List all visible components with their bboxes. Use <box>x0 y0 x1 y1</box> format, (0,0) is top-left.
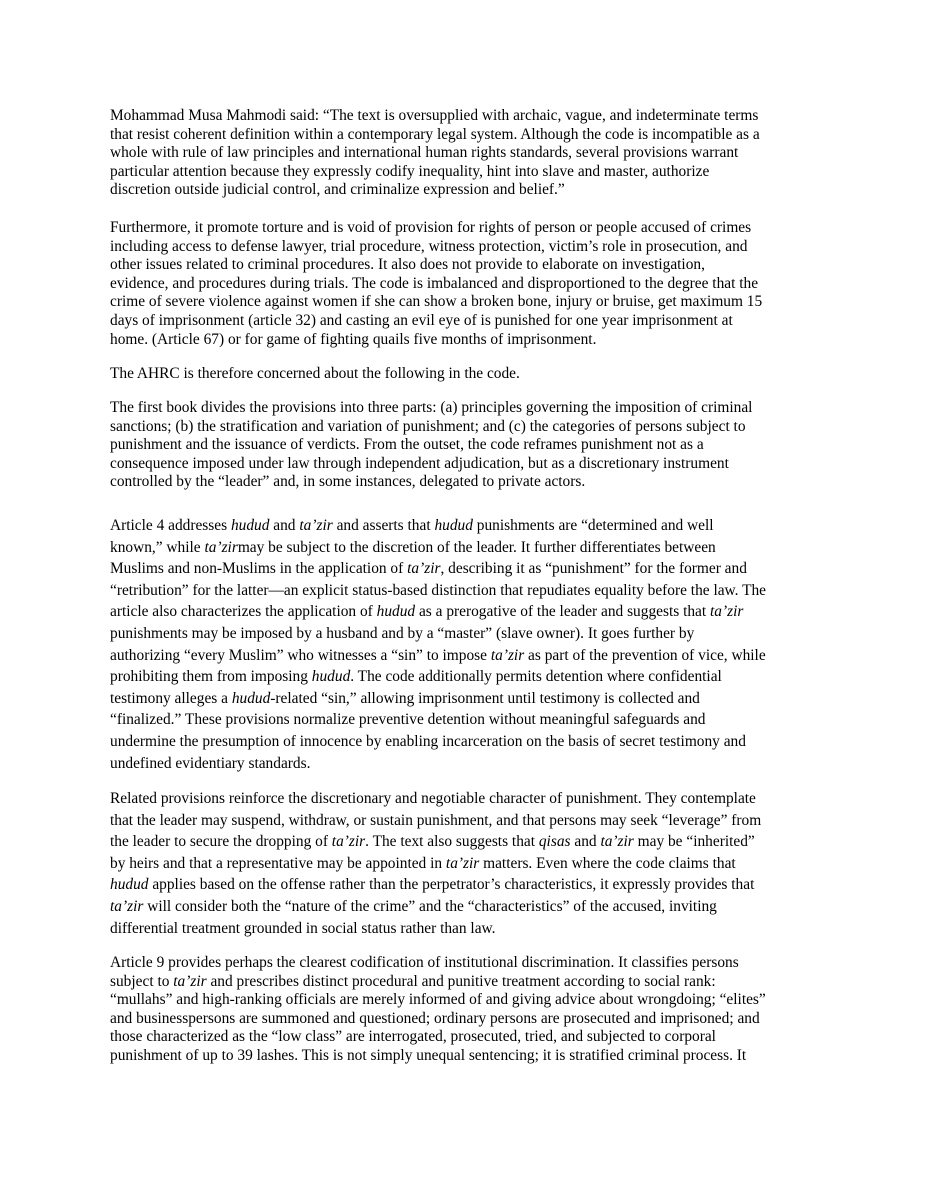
text-line: including access to defense lawyer, trial procedure, witness protection, victim’s role in prosecution, and <box>110 237 748 255</box>
italic-term: hudud <box>434 517 473 534</box>
text-run: the leader to secure the dropping of <box>110 833 332 851</box>
text-run: that the leader may suspend, withdraw, or sustain punishment, and that persons may seek “leverage” from <box>110 811 762 829</box>
text-run: Article 4 addresses <box>110 517 231 534</box>
italic-term: hudud <box>376 603 416 621</box>
text-line: punishment and the issuance of verdicts. From the outset, the code reframes punishment not as a <box>110 436 704 454</box>
text-line <box>110 810 822 832</box>
text-line <box>110 874 822 896</box>
text-run: Article 9 provides perhaps the clearest codification of institutional discrimination. It classifies persons <box>110 954 739 971</box>
text-run: punishments are “determined and well <box>472 517 714 534</box>
text-run: prohibiting them from imposing <box>110 668 312 686</box>
italic-term: ta’zir <box>299 517 333 534</box>
text-line <box>110 537 822 559</box>
italic-term: hudud <box>311 668 351 686</box>
text-line: whole with rule of law principles and international human rights standards, several provisions warrant <box>110 144 739 162</box>
text-run: subject to <box>110 972 174 990</box>
text-line: controlled by the “leader” and, in some instances, delegated to private actors. <box>110 473 586 491</box>
text-run: and asserts that <box>332 517 435 534</box>
text-run: and businesspersons are summoned and questioned; ordinary persons are prosecuted and imprisoned; and <box>110 1009 760 1027</box>
text-run: punishments may be imposed by a husband and by a “master” (slave owner). It goes further by <box>110 624 695 642</box>
italic-term: ta’zir <box>173 972 207 990</box>
paragraph-text <box>110 107 822 200</box>
text-line <box>110 918 822 940</box>
text-line: The AHRC is therefore concerned about the following in the code. <box>110 365 520 382</box>
text-run: and <box>570 833 601 851</box>
text-line <box>110 973 822 992</box>
text-line: consequence imposed under law through independent adjudication, but as a discretionary instrument <box>110 454 729 472</box>
paragraph-first-book <box>110 399 822 492</box>
text-line: home. (Article 67) or for game of fighting quails five months of imprisonment. <box>110 330 597 348</box>
text-line: evidence, and procedures during trials. The code is imbalanced and disproportioned to the degree that the <box>110 274 759 292</box>
text-line: particular attention because they expressly codify inequality, hint into slave and master, authorize <box>110 162 710 180</box>
text-run: undermine the presumption of innocence by enabling incarceration on the basis of secret testimony and <box>110 732 746 750</box>
paragraph-text <box>110 365 822 384</box>
text-line <box>110 1028 822 1047</box>
text-line <box>110 954 822 973</box>
italic-term: hudud <box>230 517 270 534</box>
text-line <box>110 731 822 753</box>
text-line <box>110 896 822 918</box>
text-run: will consider both the “nature of the crime” and the “characteristics” of the accused, inviting <box>143 897 717 915</box>
paragraph-text <box>110 788 822 939</box>
text-line: discretion outside judicial control, and criminalize expression and belief.” <box>110 181 565 199</box>
text-run: , describing it as “punishment” for the former and <box>440 560 747 578</box>
italic-term: ta’zir <box>490 646 525 664</box>
italic-term: ta’zir <box>407 560 441 578</box>
text-run: differential treatment grounded in social status rather than law. <box>110 919 496 937</box>
text-line <box>110 666 822 688</box>
text-line <box>110 688 822 710</box>
paragraph-mahmodi-quote <box>110 107 822 200</box>
text-line <box>110 580 822 602</box>
text-run: may be “inherited” <box>633 833 755 851</box>
italic-term: ta’zir <box>204 538 238 556</box>
italic-term: ta’zir <box>110 897 144 915</box>
text-line <box>110 991 822 1010</box>
text-run: Related provisions reinforce the discretionary and negotiable character of punishment. They contemplate <box>110 790 756 807</box>
text-line: crime of severe violence against women if she can show a broken bone, injury or bruise, get maximum 15 <box>110 293 763 311</box>
text-line <box>110 753 822 775</box>
text-line: that resist coherent definition within a contemporary legal system. Although the code is incompatible as a <box>110 125 760 143</box>
text-run: testimony alleges a <box>110 689 232 707</box>
text-run: applies based on the offense rather than the perpetrator’s characteristics, it expressly provides that <box>148 876 755 894</box>
italic-term: ta’zir <box>600 833 634 851</box>
paragraph-article-4 <box>110 515 822 774</box>
paragraph-text <box>110 515 822 774</box>
text-run: -related “sin,” allowing imprisonment until testimony is collected and <box>270 689 700 707</box>
text-line <box>110 601 822 623</box>
text-run: as a prerogative of the leader and suggests that <box>415 603 711 621</box>
italic-term: ta’zir <box>445 854 480 872</box>
text-run: . The text also suggests that <box>365 833 539 851</box>
paragraph-related-provisions <box>110 788 822 939</box>
text-run: those characterized as the “low class” are interrogated, prosecuted, tried, and subjected to corporal <box>110 1028 716 1046</box>
text-run: matters. Even where the code claims that <box>479 854 736 872</box>
text-run: known,” while <box>110 538 205 556</box>
text-run: punishment of up to 39 lashes. This is not simply unequal sentencing; it is stratified criminal process. It <box>110 1046 747 1064</box>
italic-term: qisas <box>538 833 571 851</box>
italic-term: hudud <box>110 876 149 894</box>
italic-term: ta’zir <box>710 603 744 621</box>
text-line <box>110 853 822 875</box>
text-line: The first book divides the provisions into three parts: (a) principles governing the imposition of criminal <box>110 399 753 416</box>
text-line: other issues related to criminal procedures. It also does not provide to elaborate on investigation, <box>110 256 705 274</box>
text-line <box>110 788 822 810</box>
text-run: as part of the prevention of vice, while <box>524 646 766 664</box>
text-run: “finalized.” These provisions normalize preventive detention without meaningful safeguards and <box>110 711 706 729</box>
text-line <box>110 623 822 645</box>
italic-term: ta’zir <box>331 833 366 851</box>
text-line <box>110 645 822 667</box>
paragraph-text <box>110 219 822 349</box>
text-run: undefined evidentiary standards. <box>110 754 311 772</box>
text-run: “retribution” for the latter—an explicit status-based distinction that repudiates equality before the law. The <box>110 581 767 599</box>
text-line: sanctions; (b) the stratification and variation of punishment; and (c) the categories of persons subject to <box>110 417 746 435</box>
paragraph-text <box>110 399 822 492</box>
italic-term: hudud <box>231 689 271 707</box>
text-line <box>110 558 822 580</box>
text-run: and <box>269 517 300 534</box>
text-run: by heirs and that a representative may be appointed in <box>110 854 446 872</box>
text-line: days of imprisonment (article 32) and casting an evil eye of is punished for one year imprisonment at <box>110 311 733 329</box>
text-run: may be subject to the discretion of the leader. It further differentiates between <box>237 538 716 556</box>
text-run: authorizing “every Muslim” who witnesses a “sin” to impose <box>110 646 491 664</box>
paragraph-torture-provisions <box>110 219 822 349</box>
paragraph-text <box>110 954 822 1066</box>
text-line: Mohammad Musa Mahmodi said: “The text is oversupplied with archaic, vague, and indeterminate terms <box>110 107 759 124</box>
text-run: Muslims and non-Muslims in the application of <box>110 560 408 578</box>
paragraph-article-9 <box>110 954 822 1066</box>
text-line <box>110 709 822 731</box>
text-line <box>110 515 822 537</box>
text-run: and prescribes distinct procedural and punitive treatment according to social rank: <box>206 972 716 990</box>
paragraph-ahrc-concern <box>110 365 822 384</box>
text-line <box>110 1047 822 1066</box>
text-line: Furthermore, it promote torture and is void of provision for rights of person or people accused of crimes <box>110 219 752 236</box>
text-line <box>110 831 822 853</box>
text-run: “mullahs” and high-ranking officials are merely informed of and giving advice about wrongdoing; “elites” <box>110 991 766 1009</box>
text-run: . The code additionally permits detention where confidential <box>350 668 722 686</box>
text-run: article also characterizes the application of <box>110 603 377 621</box>
text-line <box>110 1010 822 1029</box>
